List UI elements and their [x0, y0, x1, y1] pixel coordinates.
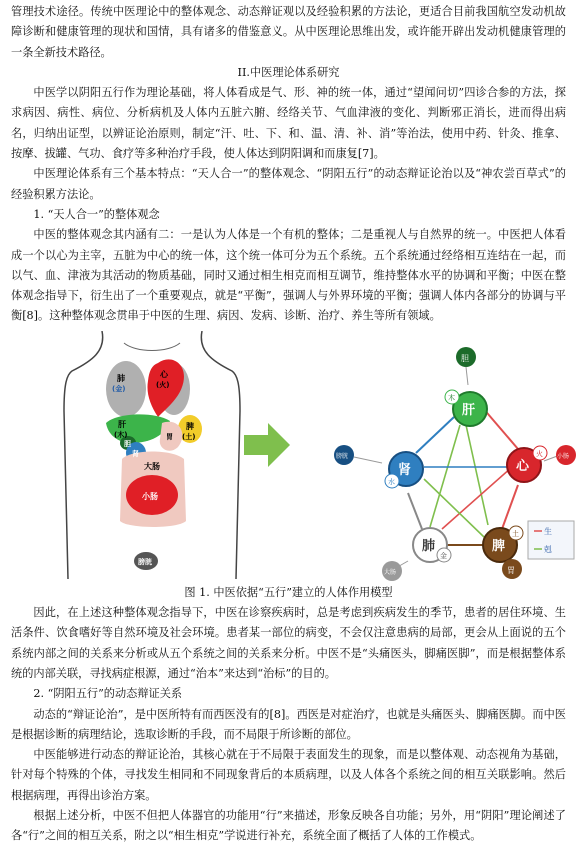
svg-text:胃: 胃 [507, 565, 515, 575]
paragraph-dynamic: 动态的“辩证论治”，是中医所特有而西医没有的[8]。西医是对症治疗，也就是头痛医头、脚痛医脚。而中医是根据诊断的病理结论，选取诊断的手段，而不局限于所诊断的部位。 [11, 707, 566, 741]
figure-caption: 图 1. 中医依据“五行”建立的人体作用模型 [184, 585, 393, 599]
node-small-intestine [556, 445, 576, 465]
paragraph-core: 中医能够进行动态的辩证论治，其核心就在于不局限于表面发生的现象，而是以整体观、动态视角为基础，针对每个特殊的个体，寻找发生相同和不同现象背后的本质病理，以及人体各个系统之间的相互关联影响。然后根据病理，再得出诊治方案。 [11, 748, 566, 802]
body-label-liver: 肝 [118, 419, 126, 429]
body-label-large-intestine: 大肠 [144, 461, 160, 471]
legend-sheng: 生 [544, 526, 552, 536]
svg-text:心: 心 [516, 458, 530, 474]
legend-ke: 剋 [544, 544, 552, 554]
svg-text:胆: 胆 [461, 353, 469, 363]
body-label-spleen: 脾 [186, 421, 194, 431]
paragraph-summary: 根据上述分析，中医不但把人体器官的功能用“行”来描述，形象反映各自功能；另外，用“阴阳”理论阐述了各“行”之间的相互关系，附之以“相生相克”学说进行补充，系统全面了概括了人体的工作模式。 [11, 809, 566, 843]
node-spleen [483, 526, 523, 562]
body-label-lung: 肺 [117, 373, 125, 383]
svg-text:肺: 肺 [422, 538, 436, 554]
paper-page [11, 2, 570, 847]
body-label-stomach: 胃 [166, 432, 173, 441]
body-label-lung-elem: (金) [112, 384, 126, 393]
body-label-spleen-elem: (土) [182, 432, 196, 441]
svg-text:水: 水 [388, 477, 395, 486]
body-label-bladder: 膀胱 [138, 557, 152, 566]
five-elements-diagram [296, 333, 576, 583]
arrow-fire-to-earth [502, 485, 518, 529]
svg-text:肾: 肾 [398, 462, 412, 478]
svg-text:木: 木 [448, 393, 455, 402]
node-bladder [334, 445, 354, 465]
subheading-dialectics: 2. “阴阳五行”的动态辩证关系 [33, 687, 183, 701]
body-label-small-intestine: 小肠 [142, 491, 158, 501]
svg-text:火: 火 [536, 449, 543, 458]
paragraph-holism: 中医的整体观念其内涵有二：一是认为人体是一个有机的整体；二是重视人与自然界的统一。中医把人体看成一个以心为主宰，五脏为中心的统一体，这个统一体可分为五个系统。五个系统通过经络相互连结在一起，而以气、血、津液为其活动的物质基础，同时又通过相生相克而相互调节，维持整体水平的协调和平衡；中医在整体观念指导下，衍生出了一个重要观点，就是“平衡”，强调人与外界环境的平衡；强调人体内各部分的协调与平衡[8]。这种整体观念贯串于中医的生理、病因、发病、诊断、治疗、养生等所有领域。 [11, 228, 566, 323]
section-title: II.中医理论体系研究 [237, 65, 340, 79]
node-lung [413, 528, 451, 562]
svg-text:脾: 脾 [492, 538, 506, 554]
arrow-metal-controls-wood [430, 425, 460, 527]
paragraph-diagnosis: 因此，在上述这种整体观念指导下，中医在诊察疾病时，总是考虑到疾病发生的季节，患者的居住环境、生活条件、饮食嗜好等自然环境及社会环境。患者某一部位的病变，不会仅注意患病的局部，更会从上面说的五个系统内部之间的关系来分析或从五个系统之间的关系来分析。中医不是“头痛医头，脚痛医脚”，而是根据整体系统的内部关联，寻找病症根源，通过“治本”来达到“治标”的目的。 [11, 606, 566, 680]
svg-text:膀胱: 膀胱 [336, 452, 349, 460]
paragraph-three-features: 中医理论体系有三个基本特点：“天人合一”的整体观念、“阴阳五行”的动态辩证论治以及“神农尝百草式”的经验积累方法论。 [11, 167, 566, 201]
paragraph-tcm-basis: 中医学以阴阳五行作为理论基础，将人体看成是气、形、神的统一体，通过“望闻问切”四诊合参的方法，探求病因、病性、病位、分析病机及人体内五脏六腑、经络关节、气血津液的变化、判断邪正消长，进而得出病名，归纳出证型，以辨证论治原则，制定“汗、吐、下、和、温、清、补、消”等治法，使用中药、针灸、推拿、按摩、拔罐、气功、食疗等多种治疗手段，使人体达到阴阳调和而康复[7]。 [11, 86, 566, 161]
body-label-gallbladder: 胆 [124, 439, 131, 448]
svg-text:金: 金 [440, 551, 447, 560]
body-label-heart: 心 [160, 369, 168, 379]
svg-text:大肠: 大肠 [384, 568, 397, 576]
body-label-kidney: 肾 [132, 449, 139, 458]
diagram-legend [528, 521, 574, 559]
node-stomach [502, 559, 522, 579]
svg-text:土: 土 [512, 529, 519, 538]
arrow-metal-to-water [408, 493, 422, 529]
arrow-water-to-wood [416, 417, 454, 453]
human-body-illustration [62, 331, 242, 579]
node-large-intestine [382, 561, 402, 581]
subheading-holism: 1. “天人合一”的整体观念 [33, 207, 160, 221]
body-label-liver-elem: (木) [114, 430, 128, 439]
svg-text:小肠: 小肠 [557, 452, 570, 460]
node-heart [507, 446, 547, 482]
svg-text:肝: 肝 [462, 402, 476, 418]
body-label-heart-elem: (火) [156, 380, 170, 389]
transform-arrow [244, 423, 290, 467]
node-kidney [385, 452, 423, 488]
figure-five-elements [11, 331, 570, 583]
arrow-wood-controls-earth [466, 425, 488, 525]
paragraph-intro-continued: 管理技术途径。传统中医理论中的整体观念、动态辩证观以及经验积累的方法论，更适合目前我国航空发动机故障诊断和健康管理的现状和国情，具有诸多的借鉴意义。从中医理论思维出发，或许能开辟出发动机健康管理的一条全新技术路径。 [11, 5, 566, 59]
node-gallbladder [456, 347, 476, 367]
